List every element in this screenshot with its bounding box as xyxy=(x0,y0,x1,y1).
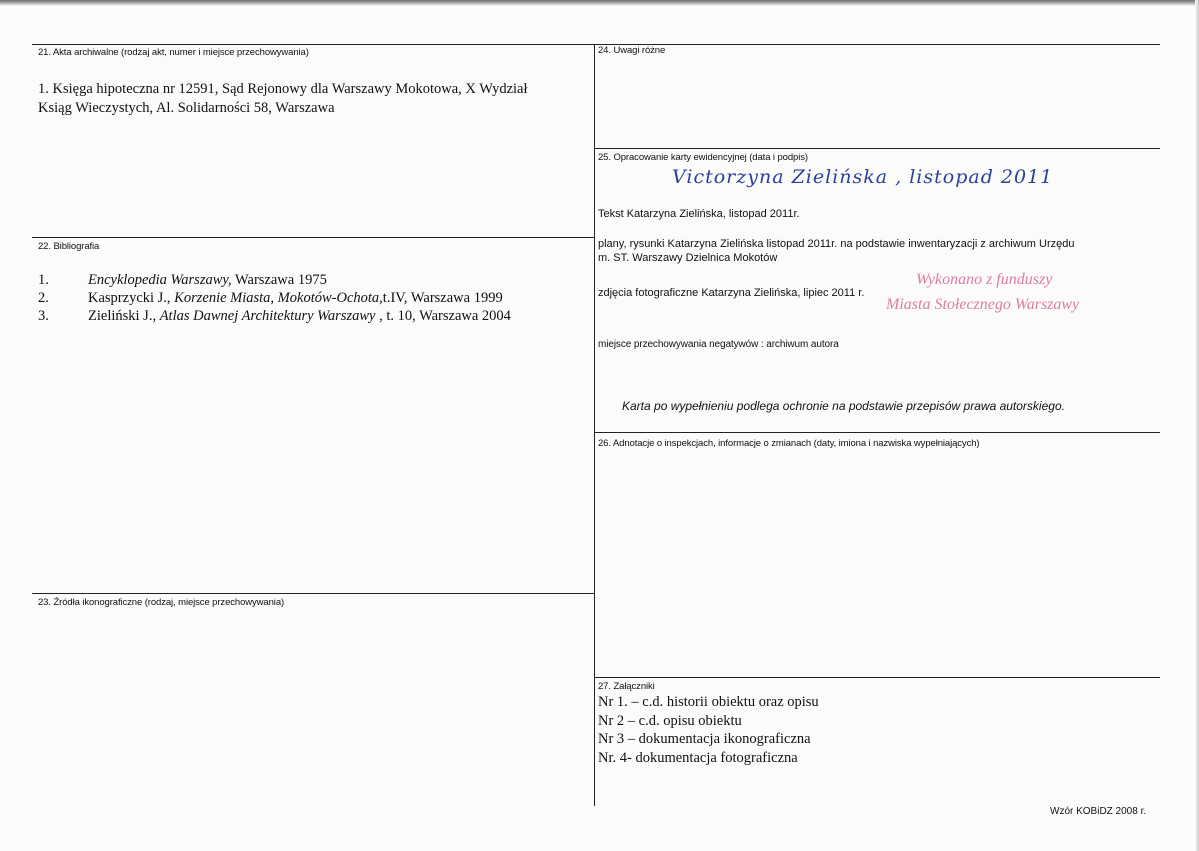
attachment-item: Nr 3 – dokumentacja ikonograficzna xyxy=(598,731,811,747)
section-27-label: 27. Załączniki xyxy=(598,681,655,692)
attachment-item: Nr 2 – c.d. opisu obiektu xyxy=(598,713,742,729)
scan-top-edge xyxy=(0,0,1199,6)
divider-25-26 xyxy=(594,432,1160,433)
section-25-label: 25. Opracowanie karty ewidencyjnej (data i podpis) xyxy=(598,152,808,163)
section-24-label: 24. Uwagi różne xyxy=(598,45,666,56)
scan-right-edge xyxy=(1195,0,1199,851)
handwritten-signature: Victorzyna Zielińska , listopad 2011 xyxy=(672,166,1054,188)
divider-24-25 xyxy=(594,148,1160,149)
funding-stamp-line-1: Wykonano z funduszy xyxy=(916,271,1053,288)
bibliography-item: 2. Kasprzycki J., Korzenie Miasta, Mokotów-Ochota,t.IV, Warszawa 1999 xyxy=(38,290,503,306)
section-21-line-1: 1. Księga hipoteczna nr 12591, Sąd Rejonowy dla Warszawy Mokotowa, X Wydział xyxy=(38,81,528,97)
funding-stamp-line-2: Miasta Stołecznego Warszawy xyxy=(886,296,1080,313)
center-divider-line xyxy=(594,44,595,806)
divider-26-27 xyxy=(594,677,1160,678)
bibliography-item: 3. Zieliński J., Atlas Dawnej Architektury Warszawy , t. 10, Warszawa 2004 xyxy=(38,308,511,324)
section-21-line-2: Ksiąg Wieczystych, Al. Solidarności 58, Warszawa xyxy=(38,100,335,116)
section-26-label: 26. Adnotacje o inspekcjach, informacje o zmianach (daty, imiona i nazwiska wypełniających) xyxy=(598,438,980,449)
plans-author-line-2: m. ST. Warszawy Dzielnica Mokotów xyxy=(598,252,778,264)
bibliography-item: 1. Encyklopedia Warszawy, Warszawa 1975 xyxy=(38,272,327,288)
attachment-item: Nr. 4- dokumentacja fotograficzna xyxy=(598,750,798,766)
text-author-line: Tekst Katarzyna Zielińska, listopad 2011r. xyxy=(598,208,800,220)
section-22-label: 22. Bibliografia xyxy=(38,241,100,252)
negatives-storage-line: miejsce przechowywania negatywów : archiwum autora xyxy=(598,339,839,350)
section-23-label: 23. Źródła ikonograficzne (rodzaj, miejsce przechowywania) xyxy=(38,597,285,608)
section-21-label: 21. Akta archiwalne (rodzaj akt, numer i miejsce przechowywania) xyxy=(38,47,309,58)
divider-22-23 xyxy=(32,593,594,594)
top-border-line xyxy=(32,44,1160,45)
plans-author-line-1: plany, rysunki Katarzyna Zielińska listopad 2011r. na podstawie inwentaryzacji z archiwum Urzędu xyxy=(598,238,1075,250)
attachment-item: Nr 1. – c.d. historii obiektu oraz opisu xyxy=(598,694,819,710)
copyright-note: Karta po wypełnieniu podlega ochronie na podstawie przepisów prawa autorskiego. xyxy=(622,399,1065,413)
form-template-label: Wzór KOBiDZ 2008 r. xyxy=(1050,806,1147,817)
divider-21-22 xyxy=(32,237,594,238)
photos-author-line: zdjęcia fotograficzne Katarzyna Zielińska, lipiec 2011 r. xyxy=(598,287,865,299)
